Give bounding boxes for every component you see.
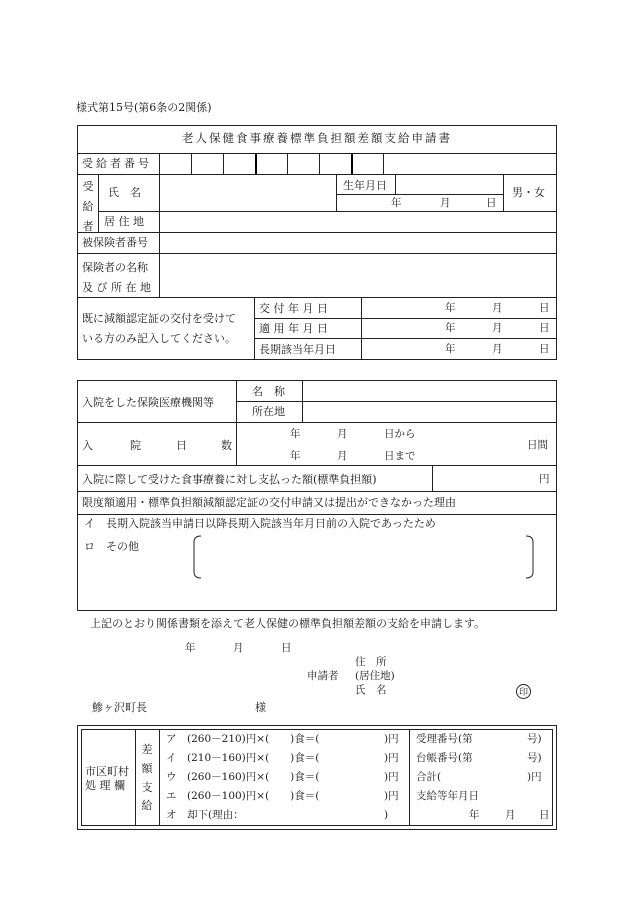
applicant-address-label: 住 所: [355, 656, 387, 668]
birthdate-year: 年: [391, 197, 402, 209]
calc-unit: )円: [384, 790, 399, 802]
to-month: 月: [337, 450, 348, 462]
birthdate-month: 月: [440, 197, 451, 209]
calc-unit: )円: [384, 752, 399, 764]
issue-date-year: 年: [445, 302, 456, 314]
from-year: 年: [290, 428, 301, 440]
calc-formula: (210－160)円×( )食＝(: [187, 752, 320, 764]
apply-date-year: 年: [445, 322, 456, 334]
to-suffix: 日まで: [384, 450, 416, 462]
issue-date-day: 日: [539, 302, 550, 314]
days-label-char-4: 数: [221, 439, 232, 452]
long-term-date-year: 年: [445, 343, 456, 355]
apply-date-day: 日: [539, 322, 550, 334]
application-year: 年: [185, 642, 196, 654]
long-term-date-month: 月: [492, 343, 503, 355]
declaration-statement: 上記のとおり関係書類を添えて老人保健の標準負担額差額の支給を申請します。: [90, 617, 486, 630]
apply-date-label: 適 用 年 月 日: [259, 322, 328, 335]
left-bracket-icon: [192, 535, 202, 579]
total-label[interactable]: 合計(: [416, 771, 442, 783]
long-term-date-day: 日: [539, 343, 550, 355]
payment-month: 月: [505, 809, 516, 821]
calc-formula: (260－210)円×( )食＝(: [187, 733, 320, 745]
vertical-char: 支: [141, 780, 153, 794]
receipt-number-unit: 号): [527, 733, 542, 745]
insured-number-input[interactable]: [161, 234, 554, 251]
hospital-name-input[interactable]: [304, 382, 554, 399]
from-month: 月: [337, 428, 348, 440]
hospital-name-label: 名 称: [252, 385, 285, 398]
birthdate-day: 日: [486, 197, 497, 209]
reject-text: 却下(理由：: [187, 809, 244, 821]
days-label-char-3: 日: [176, 439, 187, 452]
seal-icon: 印: [516, 684, 531, 699]
reject-mark: オ: [166, 809, 177, 821]
issue-date-label: 交 付 年 月 日: [259, 302, 328, 315]
processing-label-line2: 処 理 欄: [85, 779, 125, 792]
vertical-char: 者: [82, 219, 94, 233]
calc-mark: ア: [166, 733, 177, 745]
ledger-number-unit: 号): [527, 752, 542, 764]
total-unit: )円: [527, 771, 542, 783]
form-number: 様式第15号(第6条の2関係): [76, 101, 212, 114]
insurer-label-line2: 及 び 所 在 地: [82, 281, 151, 294]
calc-unit: )円: [384, 733, 399, 745]
recipient-number-label: 受給者番号: [82, 157, 152, 170]
calc-formula: (260－160)円×( )食＝(: [187, 771, 320, 783]
form-title: 老人保健食事療養標準負担額差額支給申請書: [182, 131, 452, 145]
addressee: 鯵ヶ沢町長: [92, 701, 147, 714]
processing-label-line1: 市区町村: [85, 765, 129, 778]
payment-date-label: 支給等年月日: [416, 790, 479, 802]
hospital-address-label: 所在地: [252, 405, 285, 418]
days-label-char-2: 院: [130, 439, 141, 452]
payment-day: 日: [539, 809, 550, 821]
to-year: 年: [290, 450, 301, 462]
application-month: 月: [233, 642, 244, 654]
difference-payment-vertical: [140, 743, 154, 813]
recipient-vertical-label: [81, 180, 95, 233]
applicant-residence-label: (居住地): [355, 670, 395, 682]
reason-title: 限度額適用・標準負担額減額認定証の交付申請又は提出ができなかった理由: [82, 496, 456, 509]
days-label-char-1: 入: [82, 439, 93, 452]
insurer-label-line1: 保険者の名称: [82, 261, 148, 274]
calc-unit: )円: [384, 771, 399, 783]
application-day: 日: [281, 642, 292, 654]
calc-formula: (260－100)円×( )食＝(: [187, 790, 320, 802]
insurer-input[interactable]: [161, 255, 554, 295]
vertical-char: 給: [82, 199, 94, 213]
note-line1: 既に減額認定証の交付を受けて: [82, 312, 236, 325]
days-unit: 日間: [527, 439, 548, 451]
calc-mark: エ: [166, 790, 177, 802]
receipt-number-label[interactable]: 受理番号(第: [416, 733, 473, 745]
note-line2: いる方のみ記入してください。: [82, 332, 236, 345]
applicant-name-label: 氏 名: [355, 684, 387, 696]
calc-mark: イ: [166, 752, 177, 764]
name-label: 氏 名: [108, 186, 141, 199]
birthdate-label: 生年月日: [343, 179, 387, 192]
name-input[interactable]: [161, 176, 335, 210]
address-label: 居 住 地: [104, 215, 144, 228]
vertical-char: 額: [141, 761, 153, 775]
insured-number-label: 被保険者番号: [82, 236, 148, 249]
right-bracket-icon: [525, 535, 535, 579]
hospital-label: 入院をした保険医療機関等: [82, 396, 214, 409]
calc-mark: ウ: [166, 771, 177, 783]
hospital-address-input[interactable]: [304, 403, 554, 420]
vertical-char: 受: [82, 180, 94, 193]
payment-year: 年: [469, 809, 480, 821]
address-input[interactable]: [161, 213, 554, 230]
reason-option-ro[interactable]: ロ その他: [84, 540, 139, 553]
addressee-honorific: 様: [255, 701, 266, 714]
reject-close: ): [384, 809, 389, 821]
from-suffix: 日から: [384, 428, 416, 440]
long-term-date-label: 長期該当年月日: [259, 343, 336, 356]
paid-amount-label: 入院に際して受けた食事療養に対し支払った額(標準負担額): [82, 473, 377, 486]
vertical-char: 差: [141, 743, 153, 756]
applicant-label: 申請者: [307, 670, 339, 682]
vertical-char: 給: [141, 799, 153, 813]
paid-amount-unit: 円: [539, 473, 550, 485]
reason-option-i[interactable]: イ 長期入院該当申請日以降長期入院該当年月日前の入院であったため: [84, 517, 436, 530]
paid-amount-input[interactable]: [434, 467, 534, 489]
issue-date-month: 月: [492, 302, 503, 314]
sex-selector[interactable]: 男・女: [512, 186, 545, 199]
apply-date-month: 月: [492, 322, 503, 334]
ledger-number-label[interactable]: 台帳番号(第: [416, 752, 473, 764]
